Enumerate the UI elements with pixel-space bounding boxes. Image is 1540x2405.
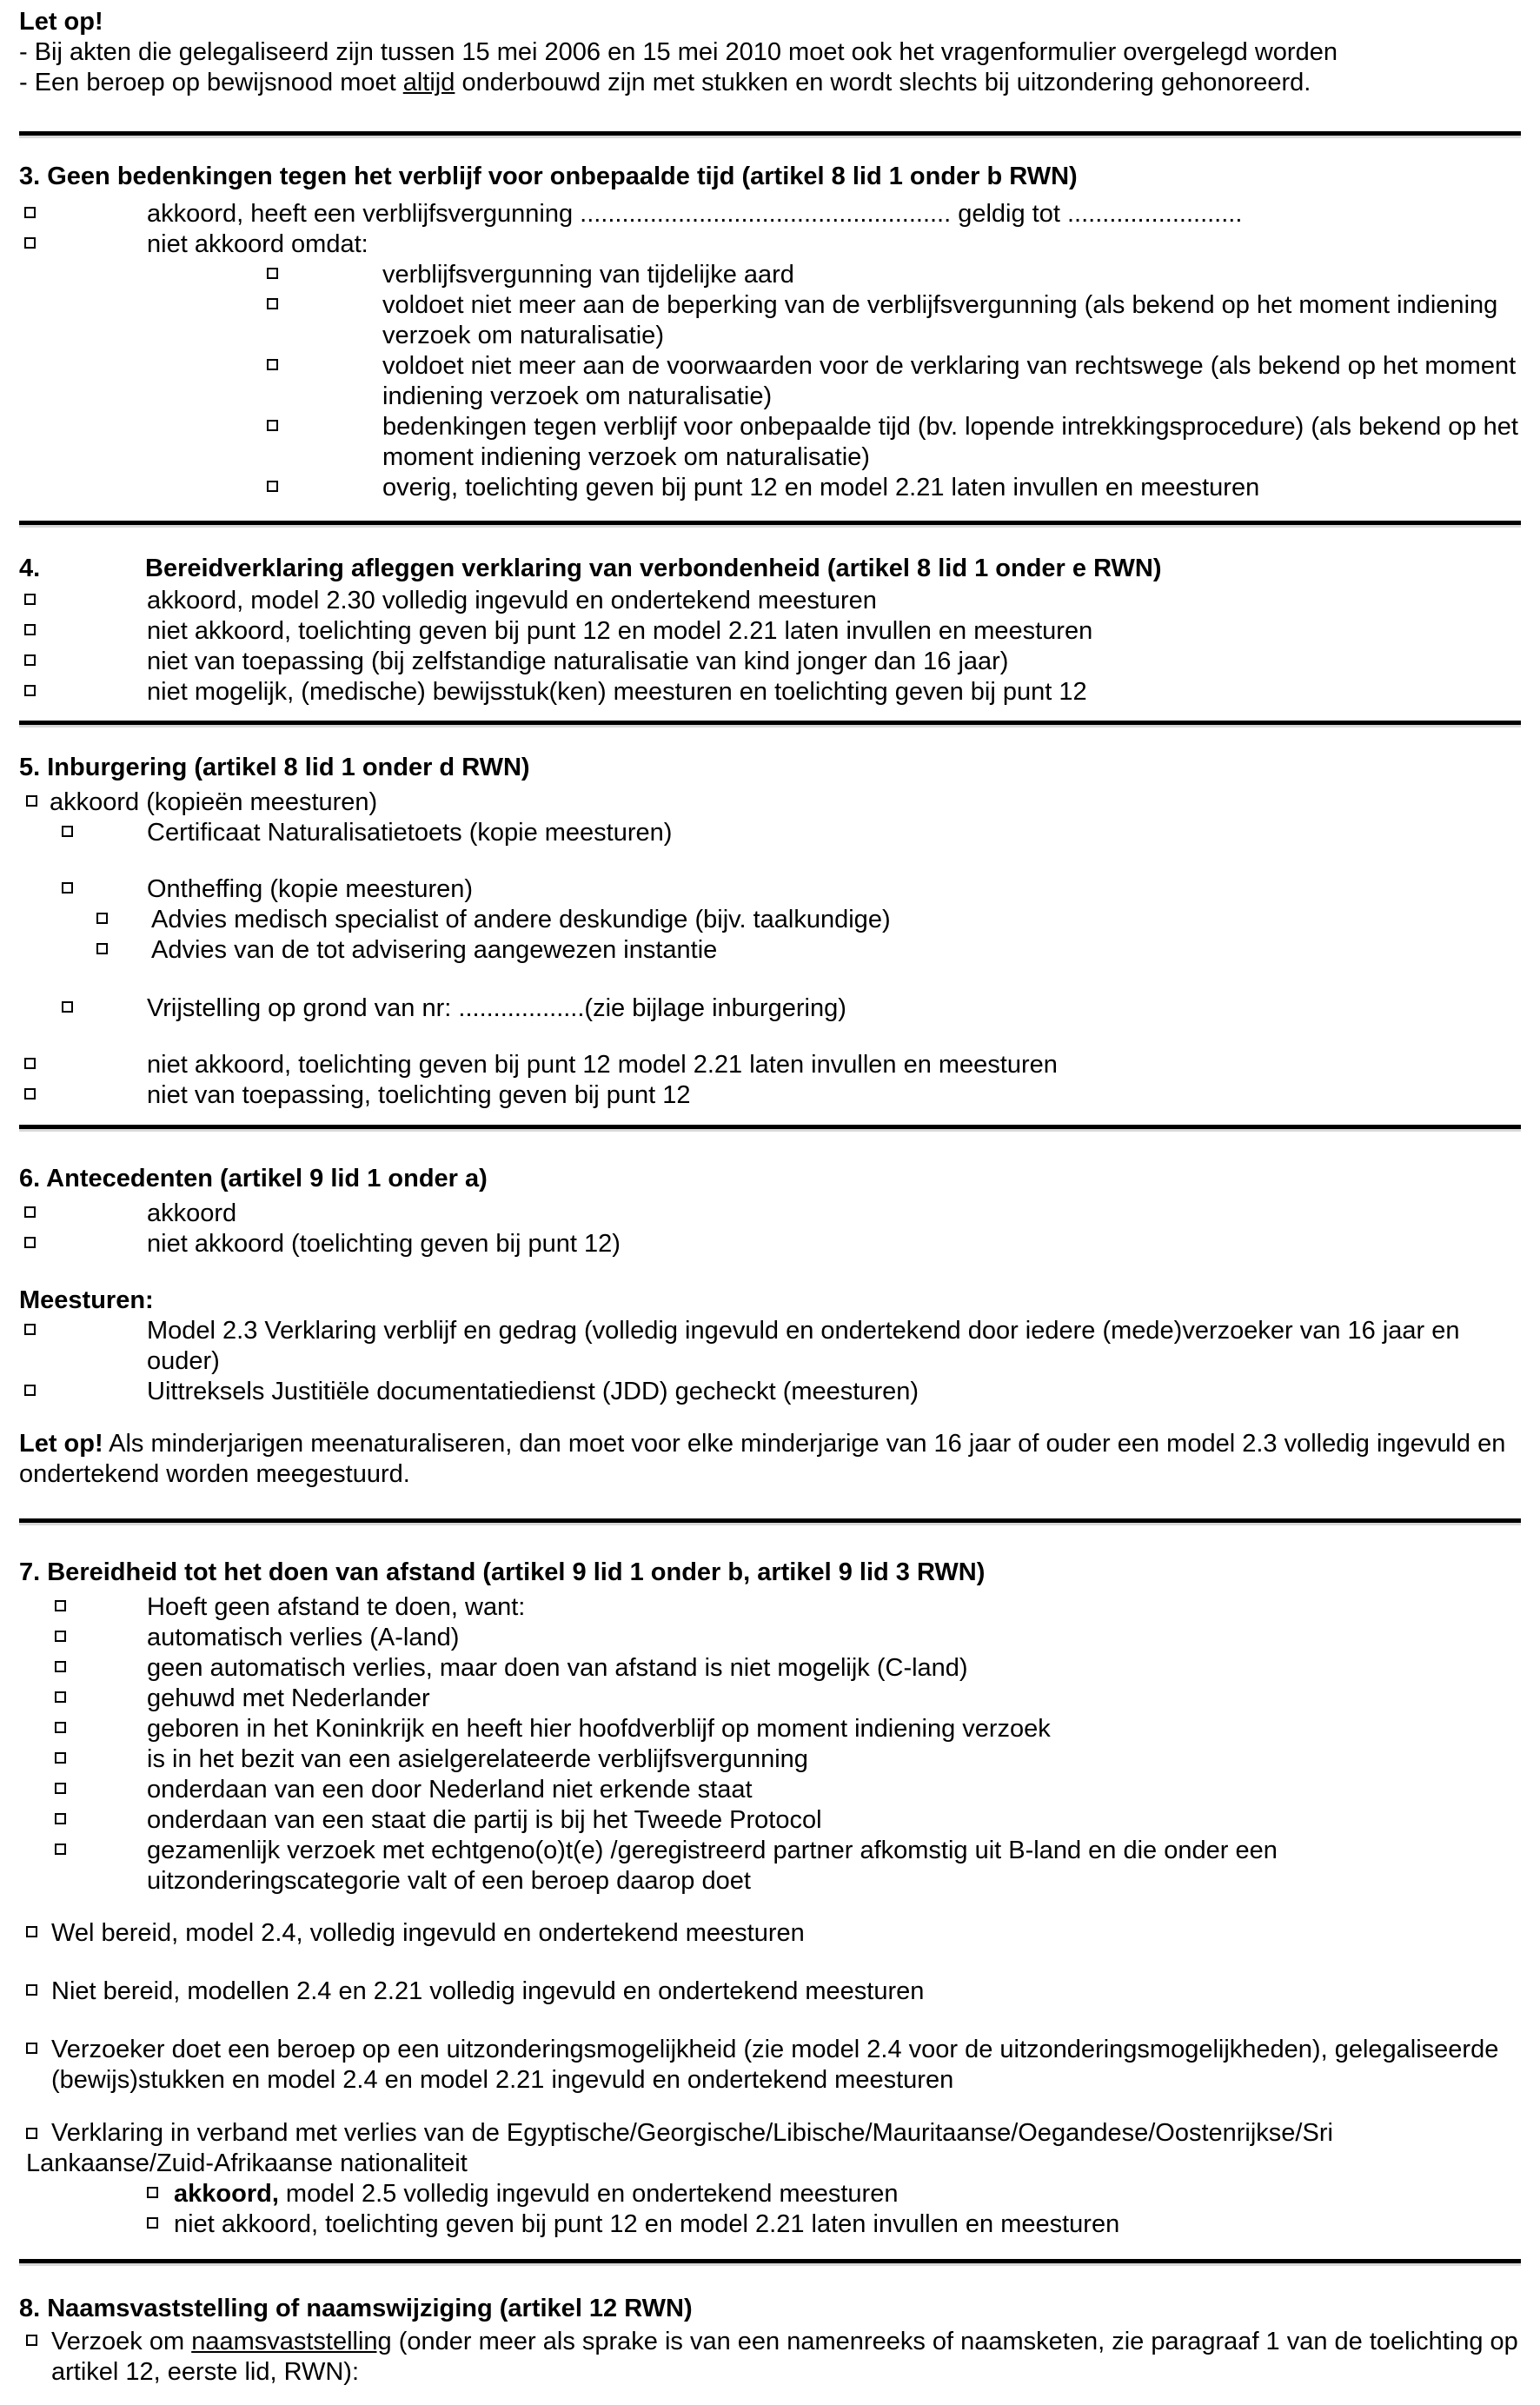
option-label: geboren in het Koninkrijk en heeft hier hoofdverblijf op moment indiening verzoek <box>147 1715 1051 1743</box>
suboption-voorwaarden-rechtswege <box>19 351 1521 412</box>
option-verklaring-niet-akkoord <box>19 2209 1521 2240</box>
option-niet-mogelijk <box>19 677 1521 708</box>
checkbox[interactable] <box>26 1926 37 1937</box>
option-label: onderdaan van een staat die partij is bij het Tweede Protocol <box>147 1806 822 1834</box>
option-niet-bereid <box>19 1976 1521 2007</box>
intro-line-2 <box>19 68 1521 98</box>
section-4 <box>19 554 1521 708</box>
option-hoeft-geen-afstand <box>19 1592 1521 1623</box>
section-7 <box>19 1558 1521 2240</box>
option-label: Niet bereid, modellen 2.4 en 2.21 volledig ingevuld en ondertekend meesturen <box>51 1977 925 2005</box>
checkbox[interactable] <box>55 1691 66 1703</box>
option-label: Uittreksels Justitiële documentatiedienst (JDD) gecheckt (meesturen) <box>147 1378 919 1405</box>
option-niet-van-toepassing <box>19 1080 1521 1111</box>
option-label: geen automatisch verlies, maar doen van afstand is niet mogelijk (C-land) <box>147 1654 968 1682</box>
suboption-bedenkingen <box>19 412 1521 473</box>
option-label: akkoord, model 2.30 volledig ingevuld en ondertekend meesturen <box>147 587 877 615</box>
checkbox[interactable] <box>55 1722 66 1733</box>
option-label: gezamenlijk verzoek met echtgeno(o)t(e) /geregistreerd partner afkomstig uit B-land en die onder een uitzonderingscategorie valt of een beroep daarop doet <box>147 1837 1278 1895</box>
option-label-underline: naamsvaststelling <box>191 2328 392 2355</box>
section-6-title: 6. Antecedenten (artikel 9 lid 1 onder a) <box>19 1165 488 1193</box>
checkbox[interactable] <box>267 268 278 279</box>
section-8 <box>19 2294 1521 2388</box>
checkbox[interactable] <box>26 2128 37 2139</box>
option-akkoord-model-2-30 <box>19 586 1521 616</box>
letop-text: Als minderjarigen meenaturaliseren, dan moet voor elke minderjarige van 16 jaar of ouder een model 2.3 volledig ingevuld en ondertekend worden meegestuurd. <box>19 1430 1506 1488</box>
section-4-title: Bereidverklaring afleggen verklaring van verbondenheid (artikel 8 lid 1 onder e RWN) <box>145 555 1162 582</box>
section-6 <box>19 1164 1521 1490</box>
checkbox[interactable] <box>55 1661 66 1672</box>
option-niet-akkoord <box>19 1050 1521 1080</box>
checkbox[interactable] <box>24 207 36 218</box>
option-label: niet akkoord (toelichting geven bij punt 12) <box>147 1230 621 1258</box>
option-gezamenlijk-verzoek <box>19 1836 1521 1897</box>
checkbox[interactable] <box>26 2335 37 2346</box>
option-label: akkoord, heeft een verblijfsvergunning ..................................................... geldig tot ......................... <box>147 200 1243 228</box>
option-label: niet akkoord, toelichting geven bij punt 12 en model 2.21 laten invullen en meesturen <box>147 617 1093 645</box>
option-niet-akkoord <box>19 1229 1521 1259</box>
option-label: Advies van de tot advisering aangewezen instantie <box>151 936 718 964</box>
checkbox[interactable] <box>62 826 73 837</box>
option-label: verblijfsvergunning van tijdelijke aard <box>382 261 794 289</box>
option-uitzonderingsmogelijkheid <box>19 2035 1521 2096</box>
suboption-overig <box>19 473 1521 503</box>
intro-notice <box>19 7 1521 98</box>
option-geboren-in-koninkrijk <box>19 1714 1521 1744</box>
section-7-title: 7. Bereidheid tot het doen van afstand (artikel 9 lid 1 onder b, artikel 9 lid 3 RWN) <box>19 1558 986 1586</box>
option-label: niet akkoord omdat: <box>147 230 368 258</box>
option-label: overig, toelichting geven bij punt 12 en model 2.21 laten invullen en meesturen <box>382 474 1260 502</box>
checkbox[interactable] <box>55 1600 66 1611</box>
option-label: niet mogelijk, (medische) bewijsstuk(ken) meesturen en toelichting geven bij punt 12 <box>147 678 1087 706</box>
option-label: voldoet niet meer aan de voorwaarden voor de verklaring van rechtswege (als bekend op het moment indiening verzoek om naturalisatie) <box>382 352 1517 410</box>
option-akkoord-verblijfsvergunning <box>19 199 1521 229</box>
section-divider <box>19 721 1521 725</box>
option-uittreksels-jdd <box>19 1377 1521 1407</box>
checkbox[interactable] <box>62 882 73 894</box>
intro-heading: Let op! <box>19 8 103 36</box>
checkbox[interactable] <box>24 624 36 635</box>
option-niet-akkoord-omdat <box>19 229 1521 260</box>
option-label: Wel bereid, model 2.4, volledig ingevuld en ondertekend meesturen <box>51 1919 805 1947</box>
option-label-post: (onder meer als sprake is van een namenreeks of naamsketen, zie paragraaf 1 van de toelichting op artikel 12, eerste lid, RWN): <box>51 2328 1518 2386</box>
section-3-title: 3. Geen bedenkingen tegen het verblijf voor onbepaalde tijd (artikel 8 lid 1 onder b RWN) <box>19 163 1078 190</box>
option-wel-bereid <box>19 1918 1521 1949</box>
option-label: niet akkoord, toelichting geven bij punt 12 en model 2.21 laten invullen en meesturen <box>174 2210 1120 2238</box>
checkbox[interactable] <box>24 654 36 666</box>
intro-line-1: - Bij akten die gelegaliseerd zijn tussen 15 mei 2006 en 15 mei 2010 moet ook het vragenformulier overgelegd worden <box>19 38 1338 66</box>
section-3 <box>19 162 1521 503</box>
checkbox[interactable] <box>24 1237 36 1248</box>
checkbox[interactable] <box>24 1206 36 1218</box>
checkbox[interactable] <box>24 685 36 696</box>
option-verklaring-akkoord <box>19 2179 1521 2209</box>
section-5-title: 5. Inburgering (artikel 8 lid 1 onder d RWN) <box>19 754 530 781</box>
option-certificaat-naturalisatietoets <box>19 818 1521 848</box>
option-vrijstelling <box>19 993 1521 1024</box>
checkbox[interactable] <box>55 1783 66 1794</box>
option-label: Verklaring in verband met verlies van de Egyptische/Georgische/Libische/Mauritaanse/Oegandese/Oostenrijkse/Sri Lankaanse/Zuid-Afrikaanse nationaliteit <box>26 2119 1333 2177</box>
option-model-2-3 <box>19 1316 1521 1377</box>
meesturen-heading: Meesturen: <box>19 1286 154 1314</box>
checkbox[interactable] <box>24 1385 36 1396</box>
checkbox[interactable] <box>267 420 278 431</box>
checkbox[interactable] <box>62 1001 73 1013</box>
option-verklaring-verlies <box>19 2118 1521 2179</box>
letop-minderjarigen-note <box>19 1429 1521 1490</box>
suboption-tijdelijke-aard <box>19 260 1521 290</box>
option-tweede-protocol <box>19 1805 1521 1836</box>
option-label <box>51 2327 1521 2388</box>
checkbox[interactable] <box>267 359 278 370</box>
checkbox[interactable] <box>55 1752 66 1764</box>
option-akkoord <box>19 1199 1521 1229</box>
checkbox[interactable] <box>267 481 278 492</box>
option-label: onderdaan van een door Nederland niet erkende staat <box>147 1776 753 1804</box>
option-label: Certificaat Naturalisatietoets (kopie meesturen) <box>147 819 673 847</box>
option-geen-automatisch-verlies <box>19 1653 1521 1684</box>
option-label: niet van toepassing, toelichting geven bij punt 12 <box>147 1081 691 1109</box>
checkbox[interactable] <box>55 1813 66 1824</box>
checkbox[interactable] <box>96 943 108 954</box>
section-divider <box>19 2259 1521 2263</box>
option-label-bold: akkoord, <box>174 2180 279 2208</box>
option-gehuwd-met-nederlander <box>19 1684 1521 1714</box>
option-label: akkoord (kopieën meesturen) <box>50 788 378 816</box>
letop-bold: Let op! <box>19 1430 103 1458</box>
option-label: bedenkingen tegen verblijf voor onbepaalde tijd (bv. lopende intrekkingsprocedure) (als bekend op het moment indiening verzoek om naturalisatie) <box>382 413 1518 471</box>
option-advies-instantie <box>19 935 1521 966</box>
option-label: gehuwd met Nederlander <box>147 1684 430 1712</box>
section-divider <box>19 521 1521 525</box>
option-niet-erkende-staat <box>19 1775 1521 1805</box>
option-label: akkoord <box>147 1199 237 1227</box>
intro-line-2-pre: - Een beroep op bewijsnood moet <box>19 69 403 96</box>
checkbox[interactable] <box>55 1844 66 1855</box>
option-label: voldoet niet meer aan de beperking van de verblijfsvergunning (als bekend op het moment indiening verzoek om naturalisatie) <box>382 291 1498 349</box>
checkbox[interactable] <box>24 1058 36 1069</box>
option-advies-medisch <box>19 905 1521 935</box>
option-label-rest: model 2.5 volledig ingevuld en ondertekend meesturen <box>278 2180 899 2208</box>
checkbox[interactable] <box>24 1324 36 1335</box>
checkbox[interactable] <box>147 2217 158 2229</box>
option-label: Vrijstelling op grond van nr: ..................(zie bijlage inburgering) <box>147 994 846 1022</box>
option-label: Hoeft geen afstand te doen, want: <box>147 1593 526 1621</box>
option-verzoek-naamsvaststelling <box>19 2327 1521 2388</box>
option-label: Ontheffing (kopie meesturen) <box>147 875 474 903</box>
option-label-pre: Verzoek om <box>51 2328 192 2355</box>
checkbox[interactable] <box>26 795 37 807</box>
option-ontheffing <box>19 874 1521 905</box>
section-5 <box>19 753 1521 1111</box>
section-8-title: 8. Naamsvaststelling of naamswijziging (artikel 12 RWN) <box>19 2295 693 2322</box>
option-automatisch-verlies <box>19 1623 1521 1653</box>
option-label: Advies medisch specialist of andere deskundige (bijv. taalkundige) <box>151 906 891 933</box>
option-asielgerelateerde-vergunning <box>19 1744 1521 1775</box>
option-label: automatisch verlies (A-land) <box>147 1624 460 1651</box>
checkbox[interactable] <box>26 1984 37 1996</box>
section-divider <box>19 1518 1521 1523</box>
suboption-beperking <box>19 290 1521 351</box>
option-label: Verzoeker doet een beroep op een uitzonderingsmogelijkheid (zie model 2.4 voor de uitzonderingsmogelijkheden), gelegaliseerde (bewijs)stukken en model 2.4 en model 2.21 ingevuld en ondertekend meesturen <box>51 2036 1499 2094</box>
checkbox[interactable] <box>267 298 278 309</box>
option-label: Model 2.3 Verklaring verblijf en gedrag (volledig ingevuld en ondertekend door iedere (mede)verzoeker van 16 jaar en ouder) <box>147 1317 1460 1375</box>
checkbox[interactable] <box>26 2043 37 2054</box>
option-label: is in het bezit van een asielgerelateerde verblijfsvergunning <box>147 1745 808 1773</box>
checkbox[interactable] <box>24 1088 36 1100</box>
option-label: niet van toepassing (bij zelfstandige naturalisatie van kind jonger dan 16 jaar) <box>147 648 1009 675</box>
option-label: niet akkoord, toelichting geven bij punt 12 model 2.21 laten invullen en meesturen <box>147 1051 1058 1079</box>
section-divider <box>19 1125 1521 1129</box>
checkbox[interactable] <box>24 594 36 605</box>
checkbox[interactable] <box>24 237 36 249</box>
option-label <box>174 2179 898 2209</box>
intro-line-2-underline: altijd <box>402 69 455 96</box>
option-niet-akkoord <box>19 616 1521 647</box>
option-niet-van-toepassing <box>19 647 1521 677</box>
section-divider <box>19 131 1521 136</box>
checkbox[interactable] <box>55 1631 66 1642</box>
section-4-title-row <box>19 554 1521 584</box>
intro-line-2-post: onderbouwd zijn met stukken en wordt slechts bij uitzondering gehonoreerd. <box>455 69 1311 96</box>
checkbox[interactable] <box>96 913 108 924</box>
checkbox[interactable] <box>147 2187 158 2198</box>
option-akkoord-kopieen <box>19 787 1521 818</box>
section-4-number: 4. <box>19 555 41 582</box>
